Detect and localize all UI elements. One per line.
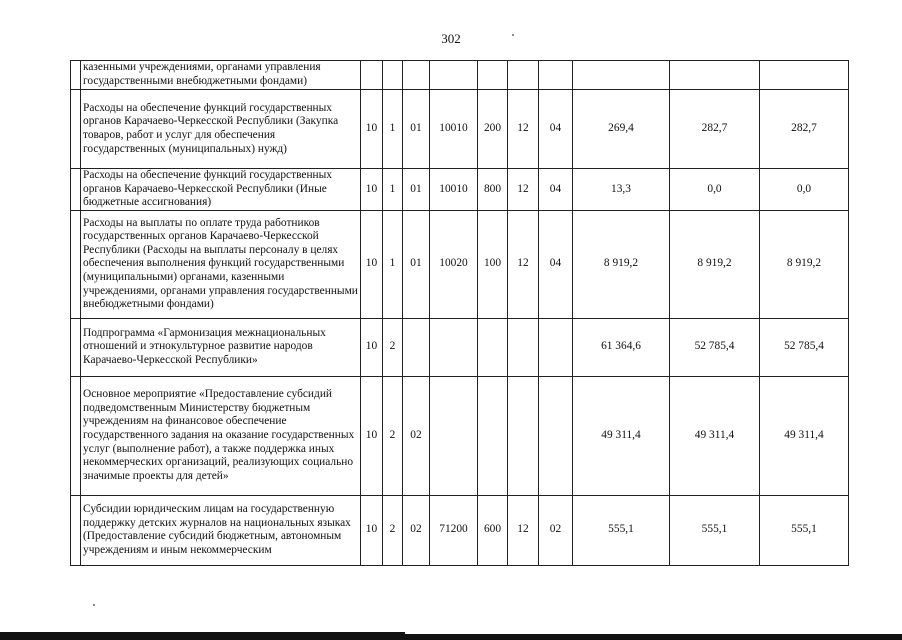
- blank-cell: [71, 169, 81, 211]
- code-cell: 01: [403, 90, 430, 169]
- code-cell: 01: [403, 210, 430, 318]
- amount-cell: 269,4: [573, 90, 670, 169]
- amount-cell: 49 311,4: [760, 376, 849, 495]
- blank-cell: [71, 318, 81, 376]
- code-cell: 2: [383, 495, 403, 565]
- budget-table: [70, 60, 849, 566]
- code-cell: 02: [403, 495, 430, 565]
- amount-cell: 49 311,4: [573, 376, 670, 495]
- amount-cell: 8 919,2: [670, 210, 760, 318]
- code-cell: 800: [478, 169, 508, 211]
- amount-cell: 52 785,4: [670, 318, 760, 376]
- code-cell: 200: [478, 90, 508, 169]
- amount-cell: 282,7: [760, 90, 849, 169]
- code-cell: 02: [403, 376, 430, 495]
- code-cell: 1: [383, 169, 403, 211]
- code-cell: 10020: [430, 210, 478, 318]
- code-cell: [430, 318, 478, 376]
- code-cell: 71200: [430, 495, 478, 565]
- amount-cell: 555,1: [760, 495, 849, 565]
- code-cell: 1: [383, 90, 403, 169]
- code-cell: [478, 376, 508, 495]
- amount-cell: 8 919,2: [760, 210, 849, 318]
- code-cell: 100: [478, 210, 508, 318]
- code-cell: 10: [361, 169, 383, 211]
- description-cell: Субсидии юридическим лицам на государственную поддержку детских журналов на национальных языках (Предоставление субсидий бюджетным, автономным учреждениям и иным некоммерческим: [81, 495, 361, 565]
- table-row: [71, 318, 849, 376]
- code-cell: 10010: [430, 90, 478, 169]
- code-cell: 12: [508, 90, 539, 169]
- code-cell: [508, 61, 539, 90]
- amount-cell: 8 919,2: [573, 210, 670, 318]
- code-cell: [430, 376, 478, 495]
- code-cell: [508, 318, 539, 376]
- code-cell: 02: [539, 495, 573, 565]
- amount-cell: [573, 61, 670, 90]
- code-cell: [430, 61, 478, 90]
- code-cell: [383, 61, 403, 90]
- amount-cell: 555,1: [670, 495, 760, 565]
- code-cell: 10: [361, 376, 383, 495]
- code-cell: [539, 318, 573, 376]
- description-cell: Подпрограмма «Гармонизация межнациональных отношений и этнокультурное развитие народов Карачаево-Черкесской Республики»: [81, 318, 361, 376]
- code-cell: 10: [361, 90, 383, 169]
- blank-cell: [71, 210, 81, 318]
- scan-speck: [93, 604, 95, 606]
- code-cell: 10010: [430, 169, 478, 211]
- code-cell: 12: [508, 210, 539, 318]
- code-cell: 10: [361, 318, 383, 376]
- amount-cell: 0,0: [670, 169, 760, 211]
- amount-cell: [670, 61, 760, 90]
- amount-cell: 49 311,4: [670, 376, 760, 495]
- page-number: 302: [441, 31, 461, 46]
- description-cell: казенными учреждениями, органами управления государственными внебюджетными фондами): [81, 61, 361, 90]
- amount-cell: [760, 61, 849, 90]
- code-cell: 2: [383, 376, 403, 495]
- table-row: [71, 169, 849, 211]
- scan-bottom-edge-gap: [405, 632, 902, 634]
- table-row: [71, 376, 849, 495]
- amount-cell: 555,1: [573, 495, 670, 565]
- code-cell: 12: [508, 495, 539, 565]
- code-cell: [539, 376, 573, 495]
- description-cell: Расходы на выплаты по оплате труда работников государственных органов Карачаево-Черкесской Республики (Расходы на выплаты персоналу в целях обеспечения выполнения функций государственными (муниципальными) органами, казенными учреждениями, органами управления государственными внебюджетными фондами): [81, 210, 361, 318]
- blank-cell: [71, 61, 81, 90]
- code-cell: 10: [361, 495, 383, 565]
- code-cell: 04: [539, 169, 573, 211]
- code-cell: [539, 61, 573, 90]
- amount-cell: 0,0: [760, 169, 849, 211]
- code-cell: 01: [403, 169, 430, 211]
- amount-cell: 282,7: [670, 90, 760, 169]
- code-cell: [403, 318, 430, 376]
- code-cell: 2: [383, 318, 403, 376]
- code-cell: [403, 61, 430, 90]
- description-cell: Расходы на обеспечение функций государственных органов Карачаево-Черкесской Республики (Иные бюджетные ассигнования): [81, 169, 361, 211]
- code-cell: [478, 61, 508, 90]
- table-row: [71, 90, 849, 169]
- description-cell: Основное мероприятие «Предоставление субсидий подведомственным Министерству бюджетным учреждениям на финансовое обеспечение государственного задания на оказание государственных услуг (выполнение работ), а также поддержка иных некоммерческих организаций, реализующих социально значимые проекты для детей»: [81, 376, 361, 495]
- code-cell: 04: [539, 210, 573, 318]
- code-cell: [508, 376, 539, 495]
- blank-cell: [71, 376, 81, 495]
- table-row: [71, 210, 849, 318]
- code-cell: 600: [478, 495, 508, 565]
- code-cell: 10: [361, 210, 383, 318]
- amount-cell: 52 785,4: [760, 318, 849, 376]
- table-row: [71, 61, 849, 90]
- code-cell: 12: [508, 169, 539, 211]
- blank-cell: [71, 495, 81, 565]
- code-cell: 04: [539, 90, 573, 169]
- amount-cell: 13,3: [573, 169, 670, 211]
- blank-cell: [71, 90, 81, 169]
- code-cell: 1: [383, 210, 403, 318]
- code-cell: [478, 318, 508, 376]
- scan-speck: [512, 34, 514, 36]
- code-cell: [361, 61, 383, 90]
- table-row: [71, 495, 849, 565]
- amount-cell: 61 364,6: [573, 318, 670, 376]
- description-cell: Расходы на обеспечение функций государственных органов Карачаево-Черкесской Республики (Закупка товаров, работ и услуг для обеспечения государственных (муниципальных) нужд): [81, 90, 361, 169]
